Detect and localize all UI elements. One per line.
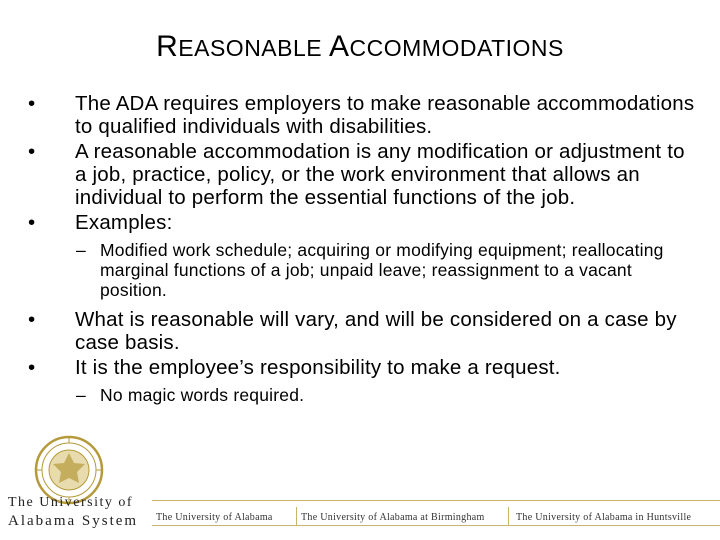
footer-divider-bottom	[152, 525, 720, 526]
sub-bullet-item	[28, 385, 698, 405]
bullet-list	[28, 92, 698, 413]
title-cap-r: R	[156, 30, 179, 63]
bullet-glyph: •	[28, 92, 36, 115]
bullet-glyph: •	[28, 308, 36, 331]
dash-glyph: –	[76, 385, 86, 405]
bullet-text: The ADA requires employers to make reasonable accommodations to qualified individuals with disabilities.	[75, 92, 695, 138]
campus-uab: The University of Alabama at Birmingham	[301, 512, 485, 523]
system-logo-line2: Alabama System	[8, 513, 139, 529]
dash-glyph: –	[76, 240, 86, 260]
bullet-glyph: •	[28, 356, 36, 379]
title-rest-1: EASONABLE	[178, 35, 330, 61]
campus-uah: The University of Alabama in Huntsville	[516, 512, 692, 523]
title-rest-2: CCOMMODATIONS	[349, 35, 564, 61]
bullet-glyph: •	[28, 211, 36, 234]
footer-separator	[296, 507, 297, 525]
sub-bullet-text: No magic words required.	[100, 385, 305, 405]
bullet-text: A reasonable accommodation is any modification or adjustment to a job, practice, policy, or the work environment that allows an individual to perform the essential functions of the job.	[75, 140, 685, 209]
system-logo	[8, 494, 148, 530]
sub-bullet-text: Modified work schedule; acquiring or modifying equipment; reallocating marginal functions of a job; unpaid leave; reassignment to a vacant position.	[100, 240, 664, 300]
system-logo-line1: The University of	[8, 495, 134, 510]
slide-title	[0, 30, 720, 64]
title-cap-a: A	[329, 30, 350, 63]
bullet-item	[28, 140, 698, 209]
bullet-glyph: •	[28, 140, 36, 163]
bullet-item	[28, 356, 698, 379]
bullet-text: It is the employee’s responsibility to make a request.	[75, 356, 561, 379]
footer-divider-top	[152, 500, 720, 501]
bullet-text: Examples:	[75, 211, 173, 234]
bullet-item	[28, 308, 698, 354]
bullet-text: What is reasonable will vary, and will be considered on a case by case basis.	[75, 308, 677, 354]
sub-bullet-item	[28, 240, 698, 300]
footer-separator	[508, 507, 509, 525]
bullet-item	[28, 92, 698, 138]
bullet-item	[28, 211, 698, 234]
campus-ua: The University of Alabama	[156, 512, 273, 523]
